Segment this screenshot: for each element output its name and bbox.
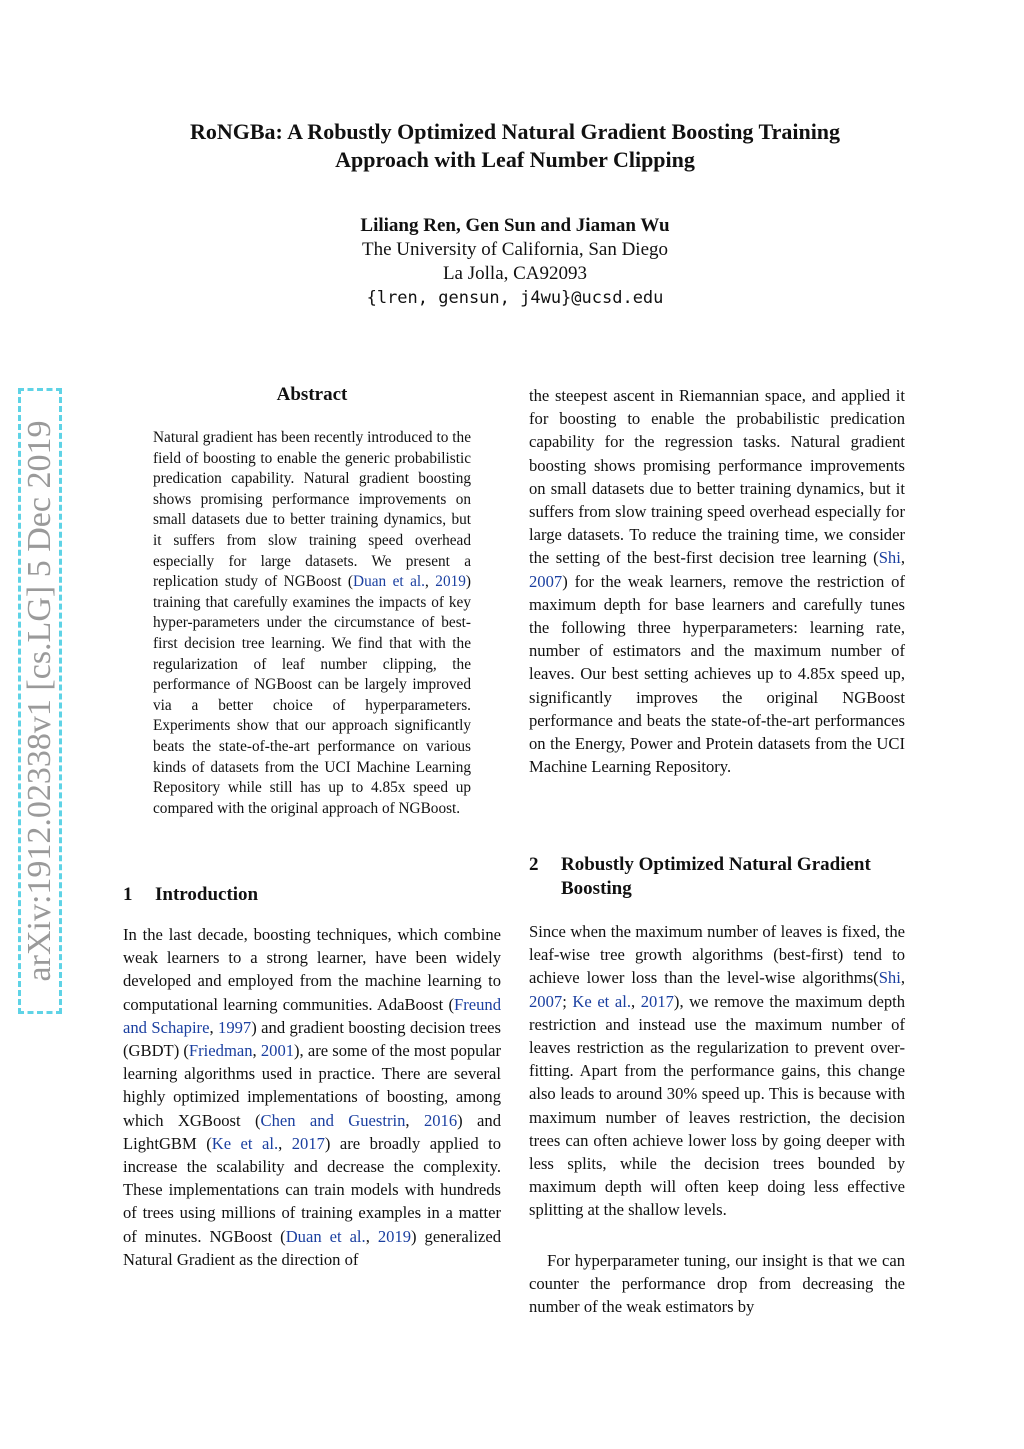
title-line-2: Approach with Leaf Number Clipping bbox=[335, 147, 695, 172]
citation-year-link[interactable]: 2019 bbox=[435, 573, 466, 591]
section2-paragraph-1 bbox=[529, 920, 905, 1222]
section-number: 2 bbox=[529, 854, 539, 875]
paragraph-text: Since when the maximum number of leaves is fixed, the leaf-wise tree growth algorithms (best-first) tend to achieve lower loss than the level-wise algorithms( bbox=[529, 922, 905, 988]
author-location: La Jolla, CA92093 bbox=[442, 263, 588, 284]
section-heading-robustly-optimized bbox=[529, 853, 905, 901]
paragraph-text: ) generalized Natural Gradient as the direction of bbox=[123, 1226, 502, 1269]
citation-year-link[interactable]: 2017 bbox=[291, 1133, 325, 1153]
paragraph-text: In the last decade, boosting techniques, which combine weak learners to a strong learner, have been widely developed and employed from the machine learning to computational learning communities. AdaBoost ( bbox=[123, 925, 501, 1014]
citation-separator: , bbox=[900, 968, 905, 988]
author-block bbox=[200, 214, 830, 310]
citation-year-link[interactable]: 2007 bbox=[529, 991, 563, 1011]
citation-separator: , bbox=[278, 1133, 292, 1153]
right-column-paragraph bbox=[529, 384, 905, 778]
citation-separator: , bbox=[209, 1017, 219, 1037]
citation-separator: ; bbox=[562, 991, 573, 1011]
paragraph-text: the steepest ascent in Riemannian space, and applied it for boosting to enable the probabilistic predication capability for the regression tasks. Natural gradient boosting shows promising performance improvements on small datasets due to better training dynamics, but it suffers from slow training speed overhead especially for large datasets. To reduce the training time, we consider the setting of the best-first decision tree learning ( bbox=[529, 386, 905, 568]
author-names: Liliang Ren, Gen Sun and Jiaman Wu bbox=[360, 215, 670, 236]
citation-separator: , bbox=[252, 1041, 261, 1061]
paragraph-text: ) are broadly applied to increase the scalability and decrease the complexity. These implementations can train models with hundreds of trees using millions of training examples in a matter of minutes. NGBoost ( bbox=[123, 1133, 501, 1246]
citation-year-link[interactable]: 2001 bbox=[260, 1041, 295, 1061]
citation-link[interactable]: Duan et al. bbox=[285, 1226, 366, 1246]
abstract-heading: Abstract bbox=[276, 384, 348, 405]
title-line-1: RoNGBa: A Robustly Optimized Natural Gradient Boosting Training bbox=[189, 119, 841, 144]
citation-separator: , bbox=[405, 1110, 424, 1130]
section2-paragraph-2: For hyperparameter tuning, our insight is that we can counter the performance drop from decreasing the number of the weak estimators by bbox=[529, 1251, 905, 1317]
abstract-text-part: ) training that carefully examines the impacts of key hyper-parameters under the circumstance of best-first decision tree learning. We find that with the regularization of leaf number clipping, the performance of NGBoost can be largely improved via a better choice of hyperparameters. Experiments show that our approach significantly beats the state-of-the-art performance on various kinds of datasets from the UCI Machine Learning Repository while still has up to 4.85x speed up compared with the original approach of NGBoost. bbox=[153, 573, 471, 817]
paragraph-text: ), we remove the maximum depth restriction and instead use the maximum number of leaves restriction as the regularization to prevent over-fitting. Apart from the performance gains, this change also leads to around 30% speed up. This is because with maximum number of leaves restriction, the decision trees can often achieve lower loss by going deeper with less splits, while the decision trees bounded by maximum depth will often keep doing less effective splitting at the shallow levels. bbox=[529, 991, 906, 1220]
citation-link[interactable]: Chen and Guestrin bbox=[260, 1110, 406, 1130]
section-heading-introduction bbox=[123, 883, 501, 907]
section-title-line-1: Robustly Optimized Natural Gradient bbox=[561, 854, 871, 875]
section-title: Introduction bbox=[155, 884, 259, 905]
abstract-text bbox=[153, 428, 471, 819]
paper-title bbox=[120, 118, 910, 174]
citation-year-link[interactable]: 2019 bbox=[377, 1226, 412, 1246]
introduction-paragraph bbox=[123, 923, 501, 1271]
paragraph-text: ) and LightGBM ( bbox=[123, 1110, 502, 1153]
section-number: 1 bbox=[123, 884, 133, 905]
citation-separator: , bbox=[900, 548, 905, 568]
arxiv-stamp bbox=[18, 388, 62, 1014]
author-email: {lren, gensun, j4wu}@ucsd.edu bbox=[366, 288, 664, 308]
section-title-line-2: Boosting bbox=[561, 878, 632, 899]
citation-separator: , bbox=[631, 991, 641, 1011]
citation-year-link[interactable]: 2016 bbox=[423, 1110, 458, 1130]
citation-year-link[interactable]: 1997 bbox=[218, 1017, 252, 1037]
paragraph-text: ), are some of the most popular learning algorithms used in practice. There are several highly optimized implementations of boosting, among which XGBoost ( bbox=[123, 1041, 502, 1130]
citation-year-link[interactable]: 2007 bbox=[529, 571, 563, 591]
citation-link[interactable]: Shi bbox=[878, 968, 901, 988]
citation-link[interactable]: Ke et al. bbox=[572, 991, 631, 1011]
citation-link[interactable]: Freund and Schapire bbox=[123, 994, 501, 1037]
citation-link[interactable]: Friedman bbox=[188, 1041, 253, 1061]
paragraph-text: ) and gradient boosting decision trees (GBDT) ( bbox=[123, 1017, 501, 1061]
author-affiliation: The University of California, San Diego bbox=[361, 239, 669, 260]
citation-link[interactable]: Shi bbox=[878, 548, 901, 568]
citation-link[interactable]: Duan et al. bbox=[353, 573, 425, 591]
abstract-text-part: Natural gradient has been recently introduced to the field of boosting to enable the generic probabilistic predication capability. Natural gradient boosting shows promising performance improvements on small datasets due to better training dynamics, but it suffers from slow training speed overhead especially for large datasets. We present a replication study of NGBoost ( bbox=[153, 429, 471, 591]
citation-year-link[interactable]: 2017 bbox=[640, 991, 674, 1011]
paragraph-text: ) for the weak learners, remove the restriction of maximum depth for base learners and carefully tunes the following three hyperparameters: learning rate, number of estimators and the maximum number of leaves. Our best setting achieves up to 4.85x speed up, significantly improves the original NGBoost performance and beats the state-of-the-art performances on the Energy, Power and Protein datasets from the UCI Machine Learning Repository. bbox=[529, 571, 905, 777]
citation-separator: , bbox=[365, 1226, 378, 1246]
arxiv-stamp-text: arXiv:1912.02338v1 [cs.LG] 5 Dec 2019 bbox=[21, 420, 58, 982]
citation-separator: , bbox=[425, 573, 436, 591]
citation-link[interactable]: Ke et al. bbox=[211, 1133, 279, 1153]
